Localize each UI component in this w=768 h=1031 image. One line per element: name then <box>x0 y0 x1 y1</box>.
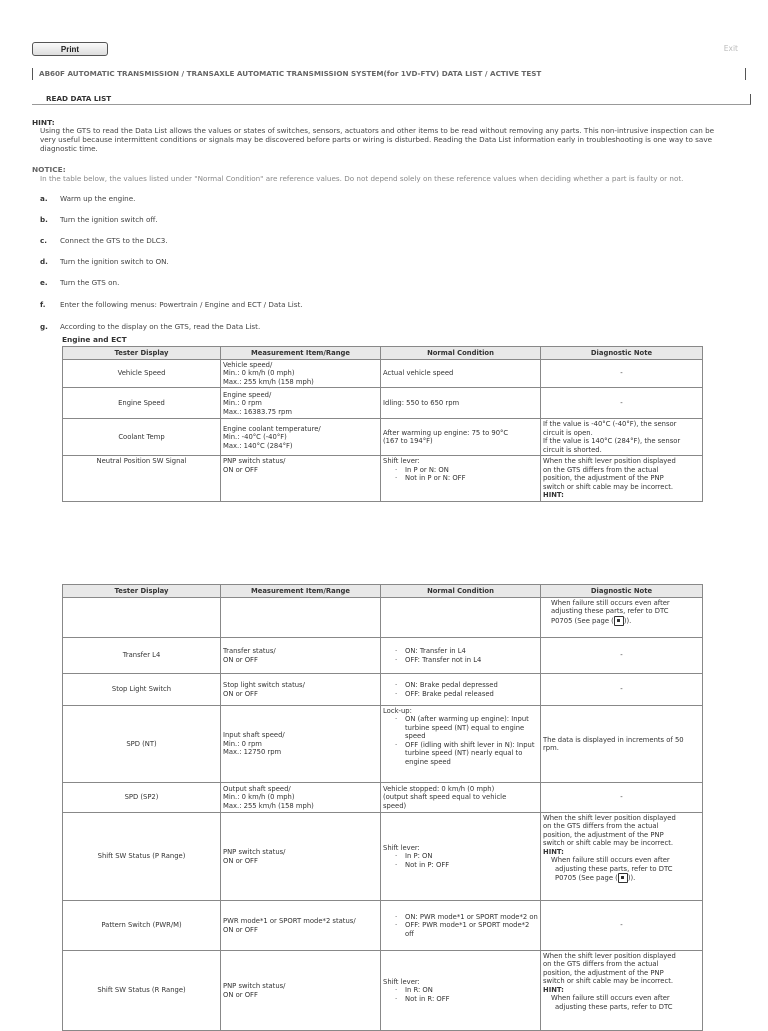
cell-note: The data is displayed in increments of 50 rpm. <box>541 706 703 783</box>
header-tester-display: Tester Display <box>63 585 221 598</box>
cell-normal: · ON: Brake pedal depressed · OFF: Brake pedal released <box>381 674 541 706</box>
table-header-row <box>63 347 703 360</box>
cell-note: When the shift lever position displayed on the GTS differs from the actual position, the adjustment of the PNP switch or shift cable may be incorrect. HINT: <box>541 456 703 501</box>
table-row <box>63 360 703 388</box>
cell-note: When the shift lever position displayed on the GTS differs from the actual position, the adjustment of the PNP switch or shift cable may be incorrect. HINT: When failure still occurs even after adjusting these parts, refer to DTC <box>541 951 703 1031</box>
cell-note: When failure still occurs even after adjusting these parts, refer to DTC P0705 (See page ( )). <box>541 598 703 638</box>
cell-range: PNP switch status/ ON or OFF <box>221 456 381 501</box>
cell-note: When the shift lever position displayed on the GTS differs from the actual position, the adjustment of the PNP switch or shift cable may be incorrect. HINT: When failure still occurs even after adjusting these parts, refer to DTC P0705 (See page ( )). <box>541 813 703 901</box>
cell-display: SPD (NT) <box>63 706 221 783</box>
cell-normal: Actual vehicle speed <box>381 360 541 388</box>
header-tester-display: Tester Display <box>63 347 221 360</box>
cell-range: Engine coolant temperature/ Min.: -40°C (-40°F) Max.: 140°C (284°F) <box>221 419 381 456</box>
cell-normal: Shift lever: · In P: ON · Not in P: OFF <box>381 813 541 901</box>
cell-range: PNP switch status/ ON or OFF <box>221 813 381 901</box>
cell-note: - <box>541 783 703 813</box>
table-caption: Engine and ECT <box>62 335 127 344</box>
cell-range: PWR mode*1 or SPORT mode*2 status/ ON or OFF <box>221 901 381 951</box>
header-diagnostic-note: Diagnostic Note <box>541 347 703 360</box>
print-button[interactable]: Print <box>32 42 108 56</box>
cell-note: - <box>541 674 703 706</box>
cell-normal <box>381 598 541 638</box>
cell-display: Transfer L4 <box>63 638 221 674</box>
cell-normal: Idling: 550 to 650 rpm <box>381 388 541 419</box>
cell-display: Coolant Temp <box>63 419 221 456</box>
cell-range: PNP switch status/ ON or OFF <box>221 951 381 1031</box>
cell-range: Vehicle speed/ Min.: 0 km/h (0 mph) Max.: 255 km/h (158 mph) <box>221 360 381 388</box>
cell-range: Transfer status/ ON or OFF <box>221 638 381 674</box>
cell-display: Shift SW Status (R Range) <box>63 951 221 1031</box>
header-diagnostic-note: Diagnostic Note <box>541 585 703 598</box>
step-item: c. Connect the GTS to the DLC3. <box>40 236 168 245</box>
step-item: e. Turn the GTS on. <box>40 278 120 287</box>
table-row <box>63 456 703 501</box>
cell-display: Stop Light Switch <box>63 674 221 706</box>
table-header-row <box>63 585 703 598</box>
table-row <box>63 598 703 638</box>
cell-display: Neutral Position SW Signal <box>63 456 221 501</box>
step-item: f. Enter the following menus: Powertrain / Engine and ECT / Data List. <box>40 300 303 309</box>
cell-display: Shift SW Status (P Range) <box>63 813 221 901</box>
cell-display: Pattern Switch (PWR/M) <box>63 901 221 951</box>
data-list-table <box>62 346 703 502</box>
data-list-table-continued <box>62 584 703 1031</box>
cell-display: Vehicle Speed <box>63 360 221 388</box>
cell-range: Engine speed/ Min.: 0 rpm Max.: 16383.75 rpm <box>221 388 381 419</box>
header-normal-condition: Normal Condition <box>381 585 541 598</box>
table-row <box>63 388 703 419</box>
cell-normal: · ON: Transfer in L4 · OFF: Transfer not in L4 <box>381 638 541 674</box>
page-link-icon[interactable] <box>618 873 628 883</box>
cell-note: - <box>541 638 703 674</box>
table-row <box>63 419 703 456</box>
table-row <box>63 951 703 1031</box>
cell-note: If the value is -40°C (-40°F), the sensor circuit is open. If the value is 140°C (284°F), the sensor circuit is shorted. <box>541 419 703 456</box>
table-row <box>63 674 703 706</box>
cell-normal: Shift lever: · In P or N: ON · Not in P or N: OFF <box>381 456 541 501</box>
cell-normal: · ON: PWR mode*1 or SPORT mode*2 on · OFF: PWR mode*1 or SPORT mode*2 off <box>381 901 541 951</box>
cell-display <box>63 598 221 638</box>
exit-link[interactable]: Exit <box>723 44 738 53</box>
notice-label: NOTICE: <box>32 165 66 174</box>
cell-normal: Lock-up: · ON (after warming up engine): Input turbine speed (NT) equal to engine speed · OFF (idling with shift lever in N): Input turbine speed (NT) nearly equal to engine speed <box>381 706 541 783</box>
page-link-icon[interactable] <box>614 616 624 626</box>
header-normal-condition: Normal Condition <box>381 347 541 360</box>
cell-range: Stop light switch status/ ON or OFF <box>221 674 381 706</box>
table-row <box>63 706 703 783</box>
cell-display: SPD (SP2) <box>63 783 221 813</box>
step-item: g. According to the display on the GTS, read the Data List. <box>40 322 261 331</box>
header-measurement: Measurement Item/Range <box>221 585 381 598</box>
breadcrumb: AB60F AUTOMATIC TRANSMISSION / TRANSAXLE AUTOMATIC TRANSMISSION SYSTEM(for 1VD-FTV) DATA LIST / ACTIVE TEST <box>32 68 746 80</box>
hint-label: HINT: <box>32 118 55 127</box>
table-row <box>63 783 703 813</box>
step-item: b. Turn the ignition switch off. <box>40 215 158 224</box>
cell-normal: After warming up engine: 75 to 90°C (167 to 194°F) <box>381 419 541 456</box>
header-measurement: Measurement Item/Range <box>221 347 381 360</box>
table-row <box>63 813 703 901</box>
cell-normal: Vehicle stopped: 0 km/h (0 mph) (output shaft speed equal to vehicle speed) <box>381 783 541 813</box>
cell-range <box>221 598 381 638</box>
step-item: a. Warm up the engine. <box>40 194 136 203</box>
table-row <box>63 901 703 951</box>
cell-note: - <box>541 901 703 951</box>
hint-text: Using the GTS to read the Data List allows the values or states of switches, sensors, actuators and other items to be read without removing any parts. This non-intrusive inspection can be very useful because intermittent conditions or signals may be discovered before parts or wiring is disturbed. Reading the Data List information early in troubleshooting is one way to save diagnostic time. <box>40 126 715 153</box>
cell-note: - <box>541 360 703 388</box>
section-title: READ DATA LIST <box>32 94 751 105</box>
cell-range: Output shaft speed/ Min.: 0 km/h (0 mph) Max.: 255 km/h (158 mph) <box>221 783 381 813</box>
cell-note: - <box>541 388 703 419</box>
cell-display: Engine Speed <box>63 388 221 419</box>
notice-text: In the table below, the values listed under "Normal Condition" are reference values. Do not depend solely on these reference values when deciding whether a part is faulty or not. <box>40 174 684 183</box>
cell-normal: Shift lever: · In R: ON · Not in R: OFF <box>381 951 541 1031</box>
step-item: d. Turn the ignition switch to ON. <box>40 257 169 266</box>
table-row <box>63 638 703 674</box>
cell-range: Input shaft speed/ Min.: 0 rpm Max.: 12750 rpm <box>221 706 381 783</box>
